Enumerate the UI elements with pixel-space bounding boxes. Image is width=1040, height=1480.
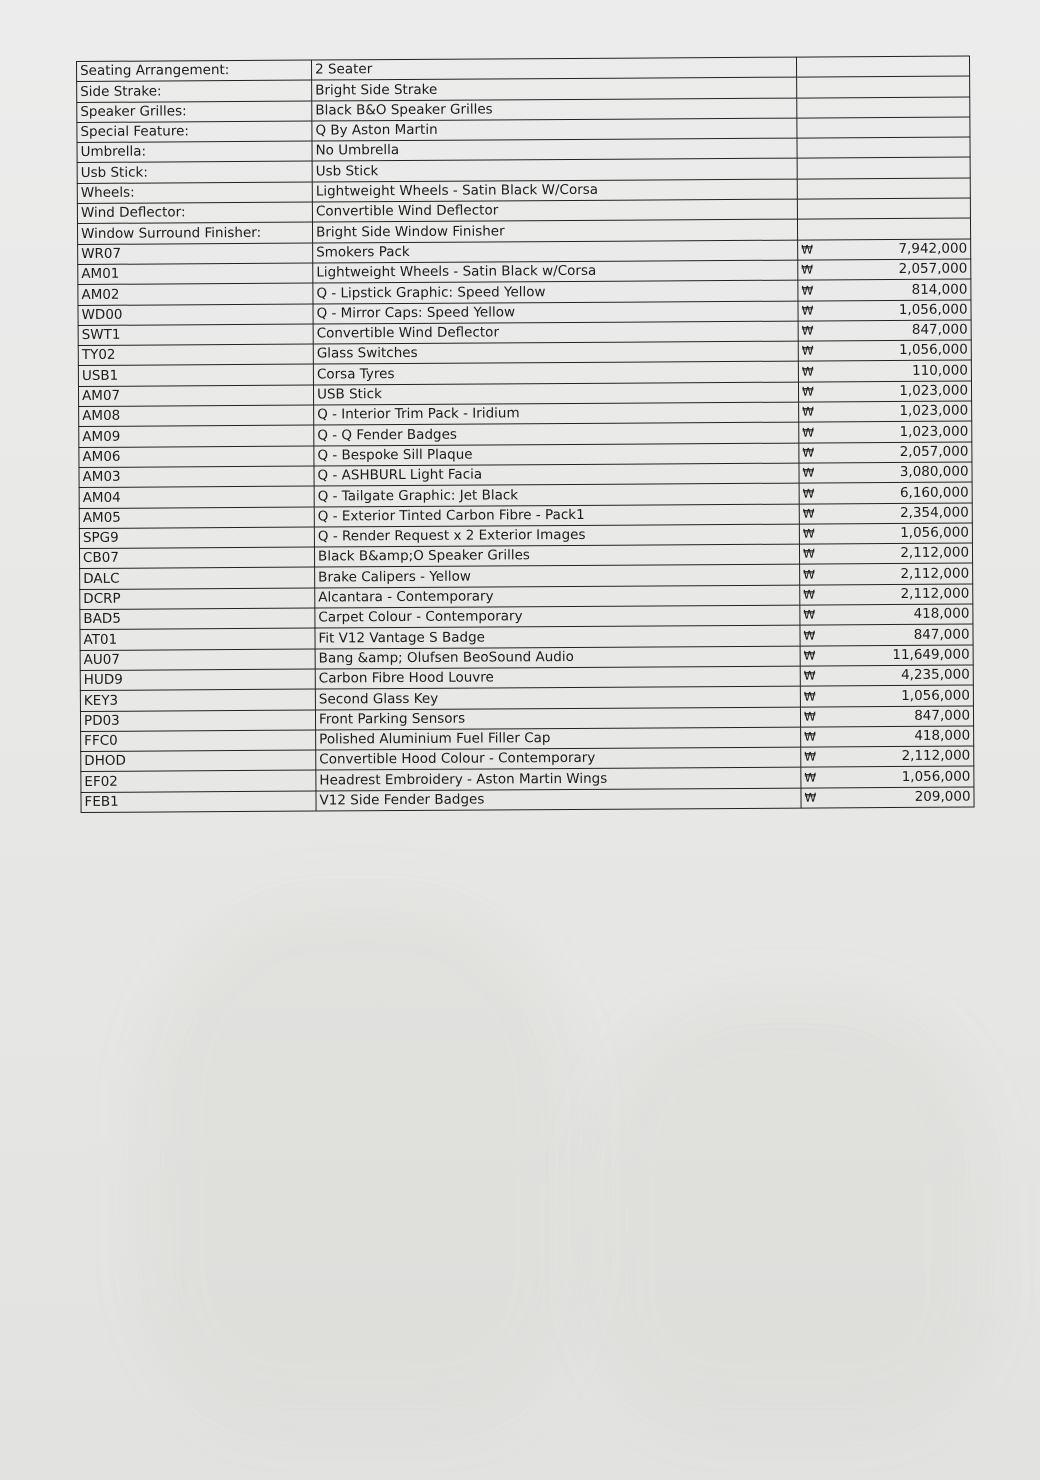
option-description-cell: Q - Render Request x 2 Exterior Images — [314, 524, 799, 547]
option-description-cell: Q - Q Fender Badges — [314, 422, 799, 445]
won-currency-symbol: ₩ — [803, 607, 816, 622]
option-code-cell: AM05 — [79, 507, 314, 529]
price-amount: 418,000 — [914, 727, 971, 744]
won-currency-symbol: ₩ — [804, 749, 817, 764]
option-description-cell: USB Stick — [313, 382, 798, 405]
photo-shadow — [150, 900, 570, 1420]
option-code-cell: Seating Arrangement: — [77, 60, 312, 82]
table-body — [77, 56, 975, 812]
option-description-cell: Glass Switches — [313, 341, 798, 364]
option-code-cell: Umbrella: — [77, 141, 312, 163]
options-price-table — [76, 56, 975, 813]
price-amount: 209,000 — [914, 788, 971, 805]
price-amount: 2,112,000 — [900, 544, 970, 562]
option-description-cell: Carbon Fibre Hood Louvre — [315, 666, 800, 689]
option-code-cell: CB07 — [79, 547, 314, 569]
option-price-cell — [798, 360, 971, 381]
option-code-cell: AM07 — [78, 385, 313, 407]
option-price-cell — [799, 421, 972, 442]
won-currency-symbol: ₩ — [802, 526, 815, 541]
option-description-cell: Q - Tailgate Graphic: Jet Black — [314, 483, 799, 506]
option-price-cell — [800, 706, 973, 727]
won-currency-symbol: ₩ — [801, 343, 814, 359]
option-price-cell — [799, 543, 972, 564]
spec-sheet — [76, 56, 971, 813]
price-amount: 847,000 — [911, 321, 968, 339]
option-price-cell — [800, 685, 973, 706]
option-price-cell — [797, 198, 970, 219]
option-price-cell — [798, 300, 971, 321]
option-code-cell: AT01 — [80, 628, 315, 650]
option-code-cell: Usb Stick: — [77, 162, 312, 184]
option-description-cell: Q - Mirror Caps: Speed Yellow — [313, 301, 798, 324]
price-amount: 1,056,000 — [898, 301, 968, 318]
option-code-cell: AM01 — [78, 263, 313, 285]
option-code-cell: EF02 — [81, 770, 316, 792]
option-code-cell: WD00 — [78, 304, 313, 326]
option-description-cell: Q - Bespoke Sill Plaque — [314, 443, 799, 466]
option-price-cell — [799, 523, 972, 544]
option-price-cell — [799, 442, 972, 463]
option-code-cell: Wheels: — [77, 182, 312, 204]
option-description-cell: Alcantara - Contemporary — [315, 585, 800, 608]
option-code-cell: BAD5 — [80, 608, 315, 630]
option-code-cell: AM08 — [79, 405, 314, 427]
won-currency-symbol: ₩ — [802, 506, 815, 521]
option-price-cell — [797, 158, 970, 179]
price-amount: 1,023,000 — [899, 382, 969, 400]
price-amount: 6,160,000 — [899, 484, 969, 501]
option-description-cell: Lightweight Wheels - Satin Black w/Corsa — [313, 260, 798, 283]
won-currency-symbol: ₩ — [801, 283, 814, 298]
option-description-cell: Black B&amp;O Speaker Grilles — [314, 544, 799, 567]
option-price-cell — [800, 604, 973, 625]
price-amount: 1,056,000 — [899, 342, 968, 359]
option-code-cell: Wind Deflector: — [77, 202, 312, 224]
price-amount: 11,649,000 — [892, 646, 970, 663]
option-description-cell: Corsa Tyres — [313, 362, 798, 385]
option-description-cell: Carpet Colour - Contemporary — [315, 605, 800, 628]
option-description-cell: Headrest Embroidery - Aston Martin Wings — [316, 767, 801, 790]
won-currency-symbol: ₩ — [802, 425, 815, 440]
option-price-cell — [798, 320, 971, 341]
won-currency-symbol: ₩ — [803, 688, 816, 704]
option-code-cell: Window Surround Finisher: — [77, 222, 312, 244]
option-price-cell — [798, 381, 971, 402]
won-currency-symbol: ₩ — [801, 323, 814, 338]
option-price-cell — [798, 340, 971, 361]
price-amount: 1,056,000 — [901, 768, 971, 785]
option-code-cell: TY02 — [78, 344, 313, 366]
price-amount: 2,354,000 — [900, 504, 969, 521]
won-currency-symbol: ₩ — [802, 404, 815, 419]
option-description-cell: Convertible Hood Colour - Contemporary — [316, 747, 801, 770]
option-description-cell: Bright Side Strake — [312, 77, 797, 100]
option-description-cell: V12 Side Fender Badges — [316, 788, 801, 811]
option-code-cell: DCRP — [80, 588, 315, 610]
option-code-cell: USB1 — [78, 365, 313, 387]
price-amount: 3,080,000 — [899, 463, 969, 481]
option-price-cell — [797, 137, 970, 158]
won-currency-symbol: ₩ — [801, 303, 814, 318]
price-amount: 1,056,000 — [900, 524, 969, 542]
option-description-cell: Q - ASHBURL Light Facia — [314, 463, 799, 486]
option-code-cell: FFC0 — [81, 730, 316, 752]
won-currency-symbol: ₩ — [803, 628, 816, 643]
price-amount: 418,000 — [913, 605, 970, 623]
option-price-cell — [798, 259, 971, 280]
option-description-cell: No Umbrella — [312, 138, 797, 161]
option-price-cell — [800, 563, 973, 584]
won-currency-symbol: ₩ — [802, 486, 815, 501]
option-description-cell: Convertible Wind Deflector — [313, 321, 798, 344]
option-description-cell: Q - Interior Trim Pack - Iridium — [314, 402, 799, 425]
option-description-cell: Lightweight Wheels - Satin Black W/Corsa — [312, 179, 797, 202]
option-description-cell: Usb Stick — [312, 159, 797, 182]
option-code-cell: WR07 — [78, 243, 313, 265]
option-description-cell: Convertible Wind Deflector — [312, 199, 797, 222]
table-row — [81, 787, 974, 813]
option-description-cell: Bang &amp; Olufsen BeoSound Audio — [315, 646, 800, 669]
won-currency-symbol: ₩ — [801, 384, 814, 399]
price-amount: 1,023,000 — [899, 423, 969, 440]
option-description-cell: Smokers Pack — [313, 240, 798, 263]
price-amount: 814,000 — [911, 281, 968, 298]
option-price-cell — [801, 787, 974, 808]
option-description-cell: Black B&O Speaker Grilles — [312, 98, 797, 121]
won-currency-symbol: ₩ — [803, 587, 816, 602]
photo-shadow — [600, 1000, 980, 1420]
option-price-cell — [801, 746, 974, 767]
option-code-cell: DALC — [80, 567, 315, 589]
price-amount: 7,942,000 — [898, 240, 968, 257]
won-currency-symbol: ₩ — [801, 364, 814, 379]
option-price-cell — [800, 624, 973, 645]
option-code-cell: Speaker Grilles: — [77, 101, 312, 123]
option-price-cell — [800, 645, 973, 666]
price-amount: 1,056,000 — [901, 687, 970, 704]
option-price-cell — [799, 401, 972, 422]
option-code-cell: PD03 — [80, 710, 315, 732]
option-price-cell — [797, 117, 970, 138]
option-description-cell: Bright Side Window Finisher — [312, 219, 797, 242]
option-code-cell: FEB1 — [81, 791, 316, 813]
option-description-cell: Brake Calipers - Yellow — [315, 565, 800, 588]
option-price-cell — [797, 218, 970, 239]
option-price-cell — [796, 56, 969, 77]
option-code-cell: KEY3 — [80, 689, 315, 711]
option-description-cell: Q - Lipstick Graphic: Speed Yellow — [313, 280, 798, 303]
option-code-cell: SWT1 — [78, 324, 313, 346]
price-amount: 110,000 — [912, 362, 968, 379]
option-price-cell — [800, 665, 973, 686]
option-code-cell: DHOD — [81, 750, 316, 772]
price-amount: 2,112,000 — [901, 747, 971, 765]
price-amount: 2,057,000 — [898, 260, 968, 278]
option-price-cell — [797, 178, 970, 199]
won-currency-symbol: ₩ — [804, 729, 817, 744]
price-amount: 1,023,000 — [899, 402, 969, 420]
option-description-cell: 2 Seater — [311, 57, 796, 80]
won-currency-symbol: ₩ — [802, 465, 815, 480]
option-price-cell — [801, 766, 974, 787]
option-price-cell — [800, 584, 973, 605]
option-code-cell: Side Strake: — [77, 80, 312, 102]
won-currency-symbol: ₩ — [801, 242, 814, 257]
won-currency-symbol: ₩ — [802, 546, 815, 561]
option-code-cell: AM02 — [78, 283, 313, 305]
option-description-cell: Second Glass Key — [315, 686, 800, 709]
won-currency-symbol: ₩ — [804, 790, 817, 805]
won-currency-symbol: ₩ — [803, 648, 816, 663]
won-currency-symbol: ₩ — [803, 709, 816, 724]
won-currency-symbol: ₩ — [803, 668, 816, 683]
price-amount: 4,235,000 — [900, 666, 970, 684]
option-code-cell: AM03 — [79, 466, 314, 488]
option-code-cell: HUD9 — [80, 669, 315, 691]
won-currency-symbol: ₩ — [802, 445, 815, 460]
option-code-cell: SPG9 — [79, 527, 314, 549]
option-description-cell: Fit V12 Vantage S Badge — [315, 625, 800, 648]
option-description-cell: Q - Exterior Tinted Carbon Fibre - Pack1 — [314, 504, 799, 527]
option-price-cell — [801, 726, 974, 747]
price-amount: 2,112,000 — [900, 565, 970, 582]
won-currency-symbol: ₩ — [803, 567, 816, 582]
option-price-cell — [797, 97, 970, 118]
price-amount: 847,000 — [913, 626, 970, 643]
option-description-cell: Q By Aston Martin — [312, 118, 797, 141]
price-amount: 2,057,000 — [899, 443, 969, 460]
option-code-cell: AM09 — [79, 425, 314, 447]
won-currency-symbol: ₩ — [804, 770, 817, 785]
option-code-cell: Special Feature: — [77, 121, 312, 143]
option-code-cell: AU07 — [80, 649, 315, 671]
won-currency-symbol: ₩ — [801, 262, 814, 277]
option-price-cell — [799, 482, 972, 503]
option-price-cell — [799, 462, 972, 483]
option-description-cell: Polished Aluminium Fuel Filler Cap — [316, 727, 801, 750]
option-code-cell: AM06 — [79, 446, 314, 468]
option-code-cell: AM04 — [79, 486, 314, 508]
option-price-cell — [798, 279, 971, 300]
option-price-cell — [798, 239, 971, 260]
price-amount: 847,000 — [914, 707, 971, 724]
option-price-cell — [799, 503, 972, 524]
option-price-cell — [797, 76, 970, 97]
price-amount: 2,112,000 — [900, 585, 970, 602]
option-description-cell: Front Parking Sensors — [315, 707, 800, 730]
